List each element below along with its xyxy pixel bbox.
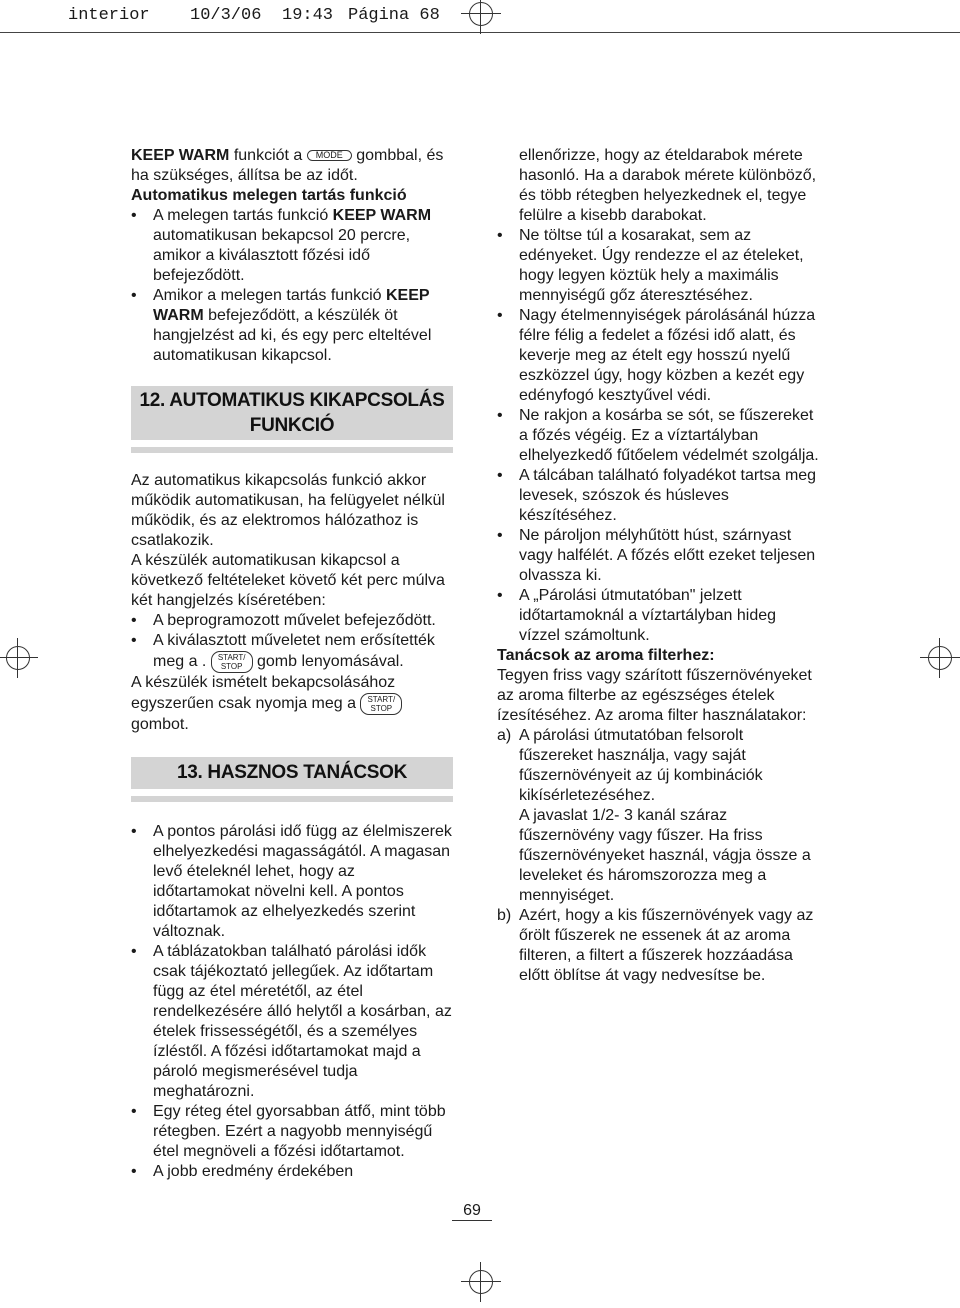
start-key-label: START/	[217, 653, 246, 662]
slug-date: 10/3/06	[190, 6, 262, 25]
bullet-text: befejeződött, a készülék öt hangjelzést ad ki, és egy perc elteltével automatikusan kikapcsol.	[153, 307, 432, 364]
right-column	[497, 146, 819, 986]
slug-name: interior	[68, 6, 150, 25]
bullet-not-confirmed	[131, 631, 453, 673]
keep-warm-label: KEEP WARM	[332, 207, 432, 224]
start-stop-key-icon	[360, 693, 402, 715]
bullet-text: A kiválasztott műveletet nem erősítették meg a .	[153, 632, 435, 671]
bullet-text: gomb lenyomásával.	[252, 653, 404, 671]
stop-key-label: STOP	[220, 662, 243, 671]
tip-item: • A tálcában található folyadékot tartsa meg levesek, szószok és húsleves készítéséhez.	[497, 466, 819, 526]
mode-key-icon: MODE	[307, 150, 352, 161]
intro-text: funkciót a	[229, 147, 307, 164]
item-letter: b)	[497, 907, 512, 924]
section-13-rule	[131, 796, 453, 802]
restart-text: A készülék ismételt bekapcsolásához egyszerűen csak nyomja meg a	[131, 674, 396, 713]
start-key-label: START/	[367, 695, 396, 704]
intro-paragraph	[131, 146, 453, 186]
intro-text-2: gombbal, és ha szükséges, állítsa be az időt.	[131, 147, 444, 184]
section-12-title-line2: FUNKCIÓ	[249, 415, 335, 436]
bullet-text: A melegen tartás funkció	[153, 207, 333, 224]
section-13-title: 13. HASZNOS TANÁCSOK	[131, 757, 453, 789]
tip-item: • A jobb eredmény érdekében	[131, 1162, 453, 1182]
tip-item: • Egy réteg étel gyorsabban átfő, mint több rétegben. Ezért a nagyobb mennyiségű étel megnöveli a főzési időtartamot.	[131, 1102, 453, 1162]
aroma-item-a	[497, 726, 819, 906]
slug-page-label: Página 68	[348, 6, 440, 25]
tip-item: • Ne pároljon mélyhűtött húst, szárnyast vagy halfélét. A főzés előtt ezeket teljesen olvassza ki.	[497, 526, 819, 586]
tip-item: • A táblázatokban található párolási idők csak tájékoztató jellegűek. Az időtartam függ az étel méretétől, az étel rendelkezésére álló helytől a kosárban, az ételek frissességétől, és a személyes ízléstől. A főzési időtartamokat majd a pároló megismerésével tudja meghatározni.	[131, 942, 453, 1102]
tip-item: • A pontos párolási idő függ az élelmiszerek elhelyezkedési magasságától. A magasan levő ételeknél lehet, hogy az időtartamokat növelni kell. A pontos időtartamok az elhelyezkedés szerint változnak.	[131, 822, 453, 942]
start-stop-key-icon	[211, 651, 253, 673]
bullet-text: automatikusan bekapcsol 20 percre, amikor a kiválasztott főzési idő befejeződött.	[153, 227, 411, 284]
bullet-keep-warm-1	[131, 206, 453, 286]
restart-paragraph	[131, 673, 453, 735]
tip-continuation: ellenőrizze, hogy az ételdarabok mérete hasonló. Ha a darabok mérete különböző, és több rétegben helyezkednek el, tegye felülre a kisebb darabokat.	[519, 147, 817, 224]
registration-mark-right	[920, 638, 960, 678]
bullet-text: Amikor a melegen tartás funkció	[153, 287, 386, 304]
section-12-rule	[131, 447, 453, 453]
auto-keep-title: Automatikus melegen tartás funkció	[131, 187, 407, 204]
aroma-item-a-text-2: A javaslat 1/2- 3 kanál száraz fűszernövény vagy fűszer. Ha friss fűszernövényeket használ, vágja össze a leveleket és háromszorozza meg a mennyiséget.	[519, 807, 811, 904]
aroma-item-b	[497, 906, 819, 986]
section-13-header	[131, 757, 453, 802]
registration-mark-left	[0, 638, 38, 678]
item-letter: a)	[497, 727, 512, 744]
section-12-header	[131, 386, 453, 453]
aroma-intro: Tegyen friss vagy szárított fűszernövényeket az aroma filterbe az egészséges ételek ízesítéséhez. Az aroma filter használatakor:	[497, 667, 812, 724]
tips-list-left	[131, 822, 453, 1182]
aroma-title: Tanácsok az aroma filterhez:	[497, 647, 715, 664]
auto-off-paragraph-2: A készülék automatikusan kikapcsol a következő feltételeket követő két perc múlva két hangjelzés kíséretében:	[131, 552, 445, 609]
slug-time: 19:43	[282, 6, 334, 25]
bullet-program-finished: • A beprogramozott művelet befejeződött.	[131, 611, 453, 631]
tip-item: • Ne rakjon a kosárba se sót, se fűszereket a főzés végéig. Ez a víztartályban elhelyezkedő fűtőelem védelmét szolgálja.	[497, 406, 819, 466]
aroma-item-b-text: Azért, hogy a kis fűszernövények vagy az őrölt fűszerek ne essenek át az aroma filteren, a filtert a fűszerek hozzáadása előtt öblítse át vagy nedvesítse be.	[519, 907, 814, 984]
stop-key-label: STOP	[370, 704, 393, 713]
tip-item: • A „Párolási útmutatóban" jelzett időtartamoknál a víztartályban hideg vízzel számoltunk.	[497, 586, 819, 646]
keep-warm-label: KEEP WARM	[153, 287, 430, 324]
registration-mark-top	[461, 0, 501, 34]
keep-warm-label: KEEP WARM	[131, 147, 230, 164]
aroma-item-a-text: A párolási útmutatóban felsorolt fűszereket használja, vagy saját fűszernövényeit az új kombinációk kikísérletezéséhez.	[519, 727, 763, 804]
tip-item: • Ne töltse túl a kosarakat, sem az edényeket. Úgy rendezze el az ételeket, hogy legyen köztük hely a maximális mennyiségű gőz áteresztéséhez.	[497, 226, 819, 306]
bullet-keep-warm-2	[131, 286, 453, 366]
left-column	[131, 146, 453, 1182]
restart-text: gombot.	[131, 716, 189, 733]
tip-item: • Nagy ételmennyiségek párolásánál húzza félre félig a fedelet a főzési idő alatt, és keverje meg az ételt egy hosszú nyelű eszközzel úgy, hogy közben a kezét egy edényfogó kesztyűvel védi.	[497, 306, 819, 406]
registration-mark-bottom	[461, 1262, 501, 1302]
section-12-title-line1: 12. AUTOMATIKUS KIKAPCSOLÁS	[139, 390, 445, 411]
auto-off-paragraph-1: Az automatikus kikapcsolás funkció akkor működik automatikusan, ha felügyelet nélkül működik, és az elektromos hálózathoz is csatlakozik.	[131, 472, 445, 549]
page-number: 69	[452, 1202, 492, 1221]
